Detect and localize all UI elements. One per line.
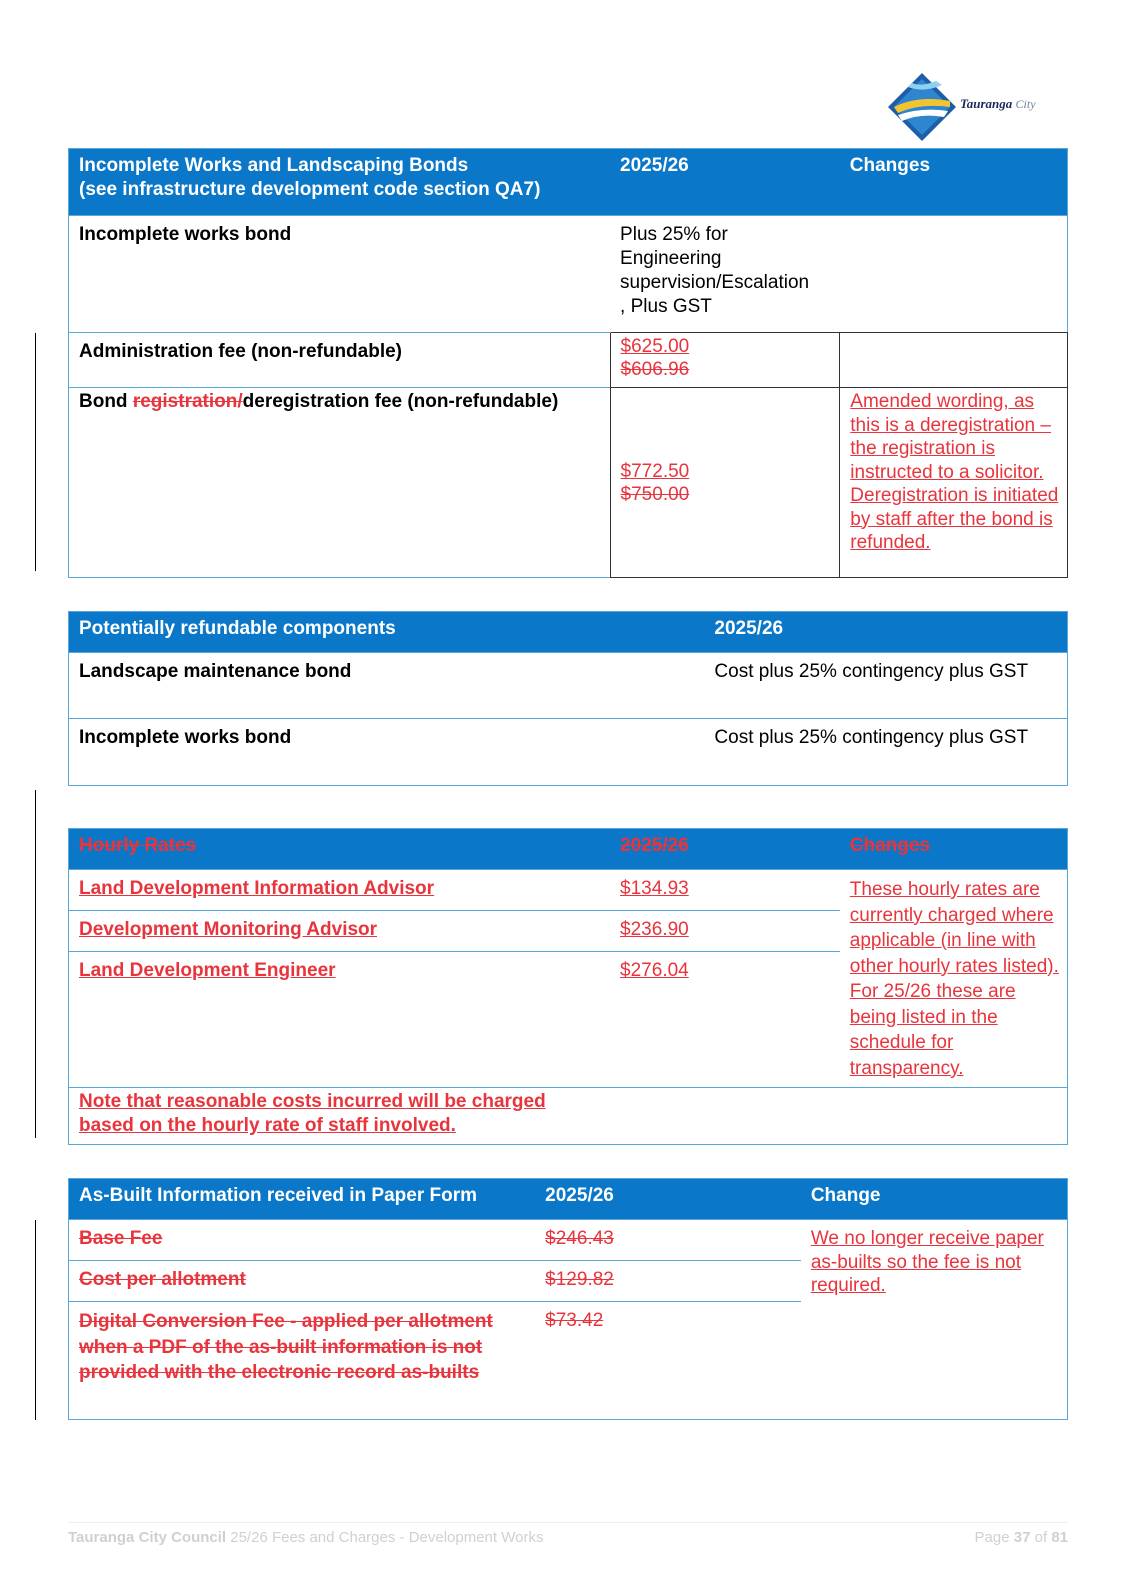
- role-label: Land Development Information Advisor: [69, 870, 611, 911]
- fee-change: Amended wording, as this is a deregistration – the registration is instructed to a solicitor. Deregistration is initiated by staff after the bond is refunded.: [840, 388, 1068, 578]
- header-title: Incomplete Works and Landscaping Bonds (see infrastructure development code section QA7): [69, 149, 611, 216]
- logo-wordmark: Tauranga City: [960, 96, 1036, 111]
- table-row: [69, 870, 1068, 911]
- fee-label: Incomplete works bond: [69, 719, 705, 786]
- table-row: [69, 388, 1068, 578]
- refundable-components-table: [68, 611, 1068, 786]
- fee-label: Base Fee: [69, 1220, 536, 1261]
- table-row: [69, 1220, 1068, 1261]
- hourly-rates-table: [68, 828, 1068, 1145]
- table-header: [69, 829, 1068, 870]
- fee-change: [840, 216, 1068, 333]
- table-row: [69, 333, 1068, 388]
- header-title: As-Built Information received in Paper Form: [69, 1179, 536, 1220]
- table-header: [69, 1179, 1068, 1220]
- header-title: Hourly Rates: [69, 829, 611, 870]
- bonds-table: [68, 148, 1068, 578]
- fee-value: Cost plus 25% contingency plus GST: [704, 719, 1067, 786]
- header-changes: Changes: [840, 829, 1068, 870]
- fee-label: Bond registration/deregistration fee (non-refundable): [69, 388, 611, 578]
- role-label: Development Monitoring Advisor: [69, 911, 611, 952]
- header-year: 2025/26: [610, 149, 840, 216]
- hourly-note: Note that reasonable costs incurred will be charged based on the hourly rate of staff involved.: [69, 1088, 611, 1145]
- fee-value: $73.42: [535, 1302, 801, 1420]
- fee-label: Incomplete works bond: [69, 216, 611, 333]
- table-row: [69, 719, 1068, 786]
- fee-value: $129.82: [535, 1261, 801, 1302]
- as-built-table: [68, 1178, 1068, 1420]
- fee-change: [840, 333, 1068, 388]
- header-title: Potentially refundable components: [69, 612, 705, 653]
- fee-value: Cost plus 25% contingency plus GST: [704, 653, 1067, 719]
- hourly-change-note: These hourly rates are currently charged where applicable (in line with other hourly rates listed). For 25/26 these are being listed in the schedule for transparency.: [840, 870, 1068, 1088]
- fee-label: Landscape maintenance bond: [69, 653, 705, 719]
- header-change: Change: [801, 1179, 1068, 1220]
- header-year: 2025/26: [704, 612, 1067, 653]
- table-row: [69, 653, 1068, 719]
- table-header: [69, 612, 1068, 653]
- revision-bar: [35, 790, 36, 1138]
- page-footer: [68, 1522, 1068, 1546]
- hourly-rate: $134.93: [610, 870, 840, 911]
- fee-value: $625.00 $606.96: [610, 333, 840, 388]
- revision-bar: [35, 333, 36, 571]
- table-row: [69, 216, 1068, 333]
- fee-label: Cost per allotment: [69, 1261, 536, 1302]
- footer-doc-title: 25/26 Fees and Charges - Development Works: [230, 1529, 544, 1546]
- fee-label: Digital Conversion Fee - applied per allotment when a PDF of the as-built information is not provided with the electronic record as-builts: [69, 1302, 536, 1420]
- header-year: 2025/26: [610, 829, 840, 870]
- table-row: [69, 1088, 1068, 1145]
- hourly-rate: $276.04: [610, 952, 840, 1088]
- header-changes: Changes: [840, 149, 1068, 216]
- fee-value: $772.50 $750.00: [610, 388, 840, 578]
- footer-org: Tauranga City Council: [68, 1529, 227, 1546]
- page-number: Page 37 of 81: [974, 1529, 1068, 1546]
- table-header: [69, 149, 1068, 216]
- header-year: 2025/26: [535, 1179, 801, 1220]
- fee-value: $246.43: [535, 1220, 801, 1261]
- hourly-rate: $236.90: [610, 911, 840, 952]
- fee-value: Plus 25% for Engineering supervision/Escalation , Plus GST: [610, 216, 840, 333]
- role-label: Land Development Engineer: [69, 952, 611, 1088]
- revision-bar: [35, 1220, 36, 1420]
- fee-label: Administration fee (non-refundable): [69, 333, 611, 388]
- as-built-change-note: We no longer receive paper as-builts so the fee is not required.: [801, 1220, 1068, 1420]
